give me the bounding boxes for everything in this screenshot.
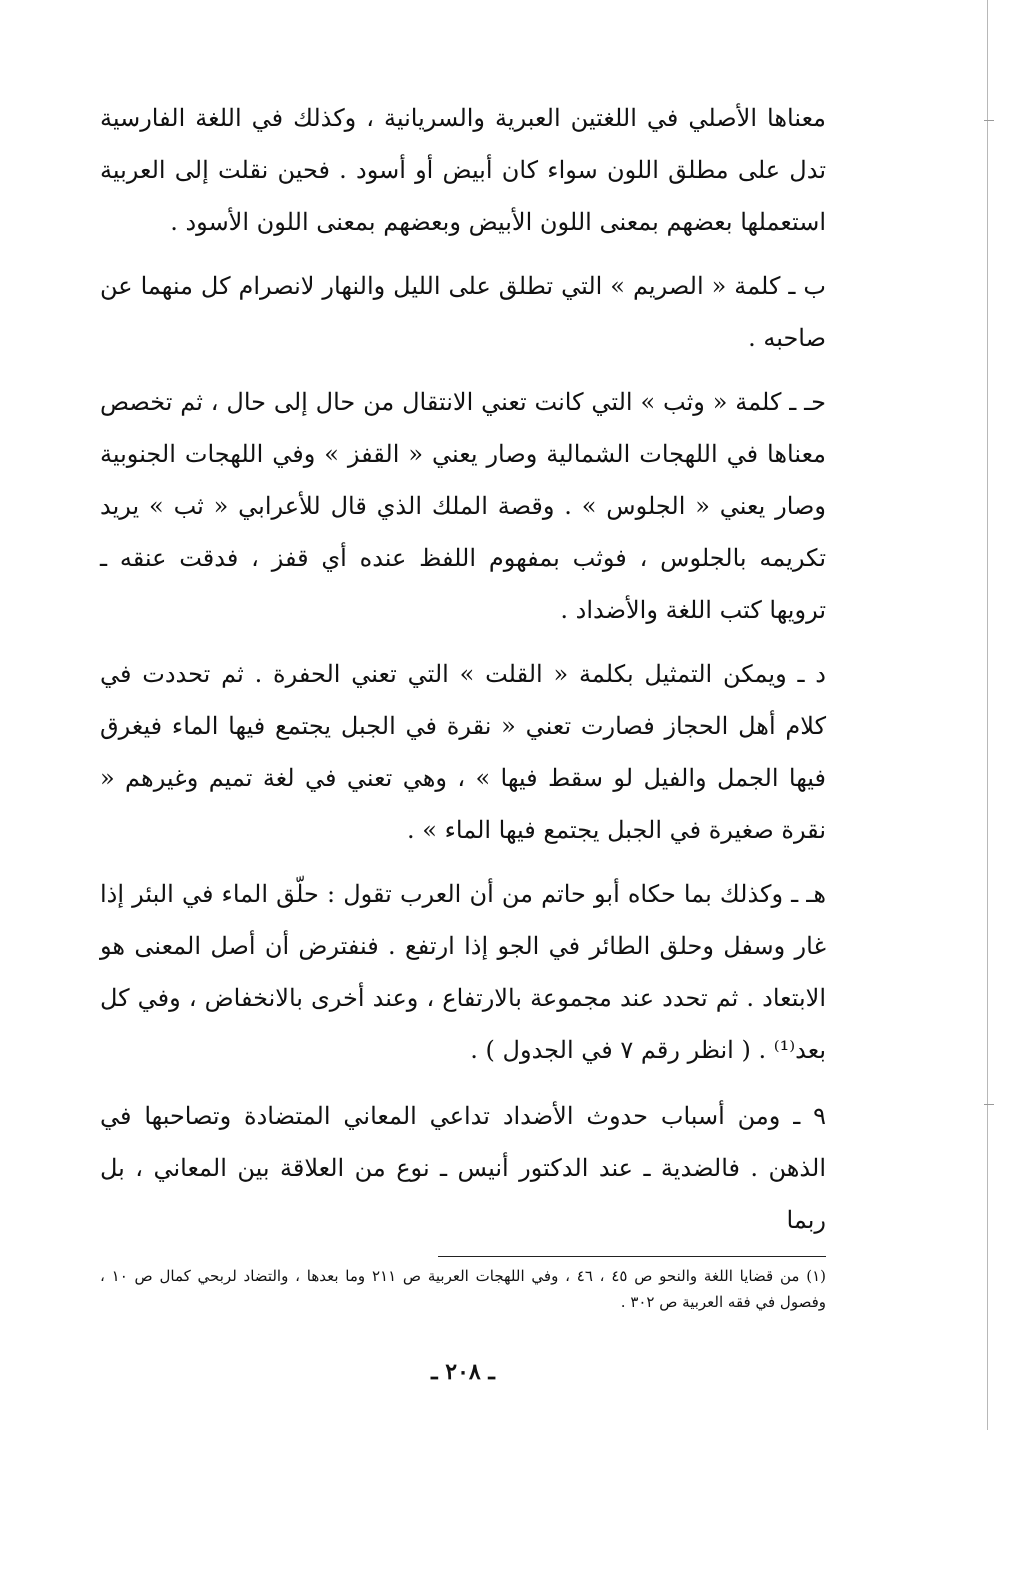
paragraph-he-hallaqa: هـ ـ وكذلك بما حكاه أبو حاتم من أن العرب تقول : حلّق الماء في البئر إذا غار وسفل وحلق الطائر في الجو إذا ارتفع . فنفترض أن أصل المعنى هو الابتعاد . ثم تحدد عند مجموعة بالارتفاع ، وعند أخرى بالانخفاض ، وفي كل بعد⁽¹⁾ . ( انظر رقم ٧ في الجدول ) . xyxy=(100,880,826,1064)
paragraph-nine-causes: ٩ ـ ومن أسباب حدوث الأضداد تداعي المعاني المتضادة وتصاحبها في الذهن . فالضدية ـ عند الدكتور أنيس ـ نوع من العلاقة بين المعاني ، بل ربما xyxy=(100,1102,826,1234)
scan-edge-line xyxy=(987,0,988,1430)
page-number: ـ ٢٠٨ ـ xyxy=(431,1359,495,1385)
paragraph-h-wathaba: حـ ـ كلمة « وثب » التي كانت تعني الانتقال من حال إلى حال ، ثم تخصص معناها في اللهجات الشمالية وصار يعني « القفز » وفي اللهجات الجنوبية وصار يعني « الجلوس » . وقصة الملك الذي قال للأعرابي « ثب » يريد تكريمه بالجلوس ، فوثب بمفهوم اللفظ عنده أي قفز ، فدقت عنقه ـ ترويها كتب اللغة والأضداد . xyxy=(100,388,826,624)
footnote-separator xyxy=(438,1256,826,1257)
scan-edge-tick xyxy=(984,120,994,121)
paragraph-b-sarim: ب ـ كلمة « الصريم » التي تطلق على الليل والنهار لانصرام كل منهما عن صاحبه . xyxy=(100,272,827,352)
paragraph-d-qalt: د ـ ويمكن التمثيل بكلمة « القلت » التي تعني الحفرة . ثم تحددت في كلام أهل الحجاز فصارت تعني « نقرة في الجبل يجتمع فيها الماء فيغرق فيها الجمل والفيل لو سقط فيها » ، وهي تعني في لغة تميم وغيرهم « نقرة صغيرة في الجبل يجتمع فيها الماء » . xyxy=(100,660,826,844)
document-page xyxy=(100,92,826,1385)
paragraph-intro: معناها الأصلي في اللغتين العبرية والسريانية ، وكذلك في اللغة الفارسية تدل على مطلق اللون سواء كان أبيض أو أسود . فحين نقلت إلى العربية استعملها بعضهم بمعنى اللون الأبيض وبعضهم بمعنى اللون الأسود . xyxy=(100,104,826,236)
footnote-text: (١) من قضايا اللغة والنحو ص ٤٥ ، ٤٦ ، وفي اللهجات العربية ص ٢١١ وما بعدها ، والتضاد لربحي كمال ص ١٠ ، وفصول في فقه العربية ص ٣٠٢ . xyxy=(100,1267,826,1311)
scan-edge-tick xyxy=(984,1104,994,1105)
